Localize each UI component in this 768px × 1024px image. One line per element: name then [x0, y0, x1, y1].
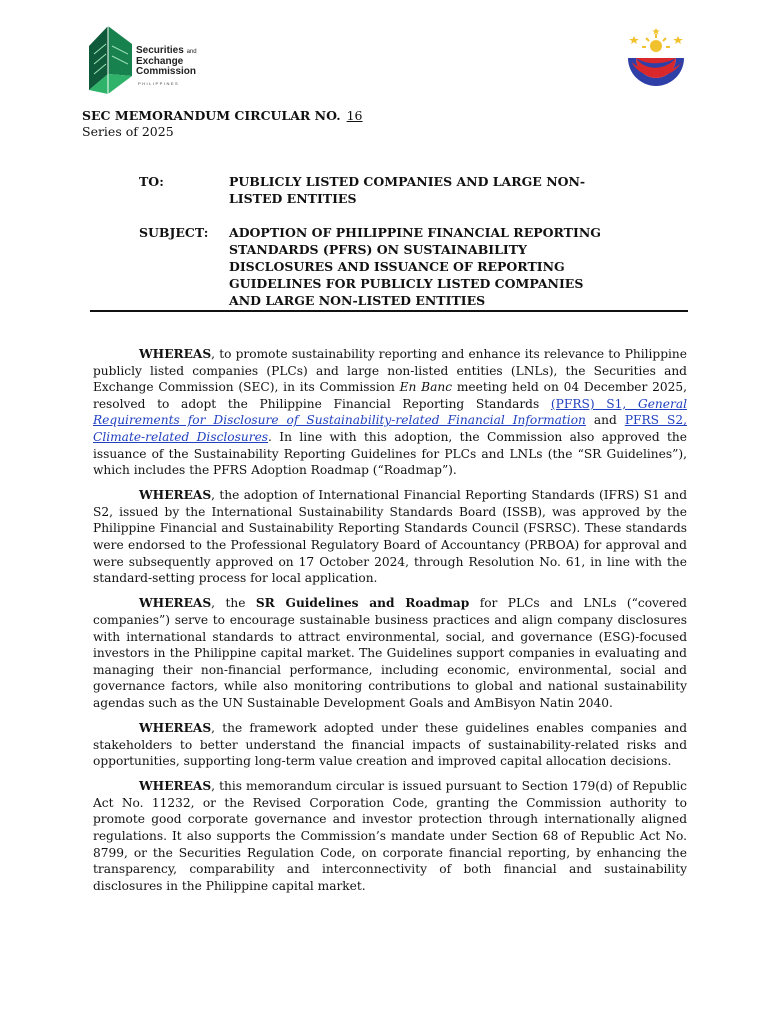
- paragraph-5: [93, 778, 687, 894]
- logo-subtitle: PHILIPPINES: [138, 81, 180, 86]
- p4-text: , the framework adopted under these guidelines enables companies and stakeholders to better understand the financial impacts of sustainability-related risks and opportunities, supporting long-term value creation and improved capital allocation decisions.: [93, 720, 687, 769]
- pfrs-s1-link-prefix: (PFRS) S1,: [550, 396, 638, 411]
- paragraph-2: [93, 487, 687, 587]
- philippine-emblem-icon: [624, 28, 688, 92]
- whereas-lead: WHEREAS: [139, 488, 212, 503]
- p1-en-banc: En Banc: [399, 380, 453, 395]
- logo-line-3: Commission: [136, 66, 197, 77]
- p3-text-2: for PLCs and LNLs (“covered companies”) serve to encourage sustainable business practices and align company disclosures with international standards to attract environmental, social, and governance (ESG)-focused investors in the Philippine capital market. The Guidelines support companies in evaluating and managing their non-financial performance, including economic, environmental, social and governance factors, while also monitoring contributions to global and national sustainability agendas such as the UN Sustainable Development Goals and AmBisyon Natin 2040.: [93, 596, 687, 710]
- divider: [90, 310, 688, 312]
- p1-text-4: . In line with this adoption, the Commission also approved the issuance of the Sustainability Reporting Guidelines for PLCs and LNLs (the “SR Guidelines”), which includes the PFRS Adoption Roadmap (“Roadmap”).: [93, 429, 687, 478]
- logo-line-1: Securities: [136, 45, 184, 56]
- memo-heading: [82, 108, 363, 140]
- sec-logo-icon: [86, 24, 136, 96]
- p1-text-1: , to promote sustainability reporting and enhance its relevance to Philippine publicly listed companies (PLCs) and large non-listed entities (LNLs), the Securities and Exchange Commission (SEC), in its Commission: [93, 347, 687, 395]
- paragraph-3: [93, 595, 687, 711]
- pfrs-s1-link-title: General Requirements for Disclosure of Sustainability-related Financial Information: [93, 396, 687, 428]
- p1-text-2: meeting held on 04 December 2025, resolved to adopt the Philippine Financial Reporting Standards: [93, 380, 687, 411]
- subject-value: ADOPTION OF PHILIPPINE FINANCIAL REPORTING STANDARDS (PFRS) ON SUSTAINABILITY DISCLOSURES AND ISSUANCE OF REPORTING GUIDELINES FOR PUBLICLY LISTED COMPANIES AND LARGE NON-LISTED ENTITIES: [229, 225, 601, 308]
- p3-bold: SR Guidelines and Roadmap: [255, 596, 470, 611]
- pfrs-s2-link-prefix: PFRS S2,: [624, 413, 687, 428]
- p2-text: , the adoption of International Financial Reporting Standards (IFRS) S1 and S2, issued by the International Sustainability Standards Board (ISSB), was approved by the Philippine Financial and Sustainability Reporting Standards Council (FSRSC). These standards were endorsed to the Professional Regulatory Board of Accountancy (PRBOA) for approval and were subsequently approved on 17 October 2024, through Resolution No. 61, in line with the standard-setting process for local application.: [93, 488, 687, 586]
- whereas-lead: WHEREAS: [139, 596, 212, 611]
- to-label: TO:: [139, 174, 164, 189]
- pfrs-s2-link-title: Climate-related Disclosures: [93, 429, 269, 444]
- whereas-lead: WHEREAS: [139, 779, 212, 794]
- sec-logo: [86, 24, 206, 96]
- memo-title: SEC MEMORANDUM CIRCULAR NO.: [82, 108, 341, 123]
- p1-text-3: and: [585, 413, 625, 428]
- subject-label: SUBJECT:: [139, 225, 209, 240]
- memo-body: [93, 346, 687, 903]
- sec-logo-wordmark: [136, 46, 197, 77]
- memo-series: Series of 2025: [82, 124, 174, 139]
- memo-number: 16: [346, 108, 363, 123]
- to-value: PUBLICLY LISTED COMPANIES AND LARGE NON-LISTED ENTITIES: [229, 174, 586, 206]
- whereas-lead: WHEREAS: [139, 720, 212, 735]
- logo-line-2: Exchange: [136, 56, 184, 67]
- paragraph-4: [93, 720, 687, 770]
- whereas-lead: WHEREAS: [139, 347, 212, 361]
- paragraph-1: [93, 346, 687, 479]
- p3-text-1: , the: [211, 596, 256, 611]
- p5-text: , this memorandum circular is issued pursuant to Section 179(d) of Republic Act No. 11232, or the Revised Corporation Code, granting the Commission authority to promote good corporate governance and investor protection through internationally aligned regulations. It also supports the Commission’s mandate under Section 68 of Republic Act No. 8799, or the Securities Regulation Code, on corporate financial reporting, by enhancing the transparency, comparability and interconnectivity of both financial and sustainability disclosures in the Philippine capital market.: [93, 779, 687, 893]
- logo-and: and: [186, 49, 197, 55]
